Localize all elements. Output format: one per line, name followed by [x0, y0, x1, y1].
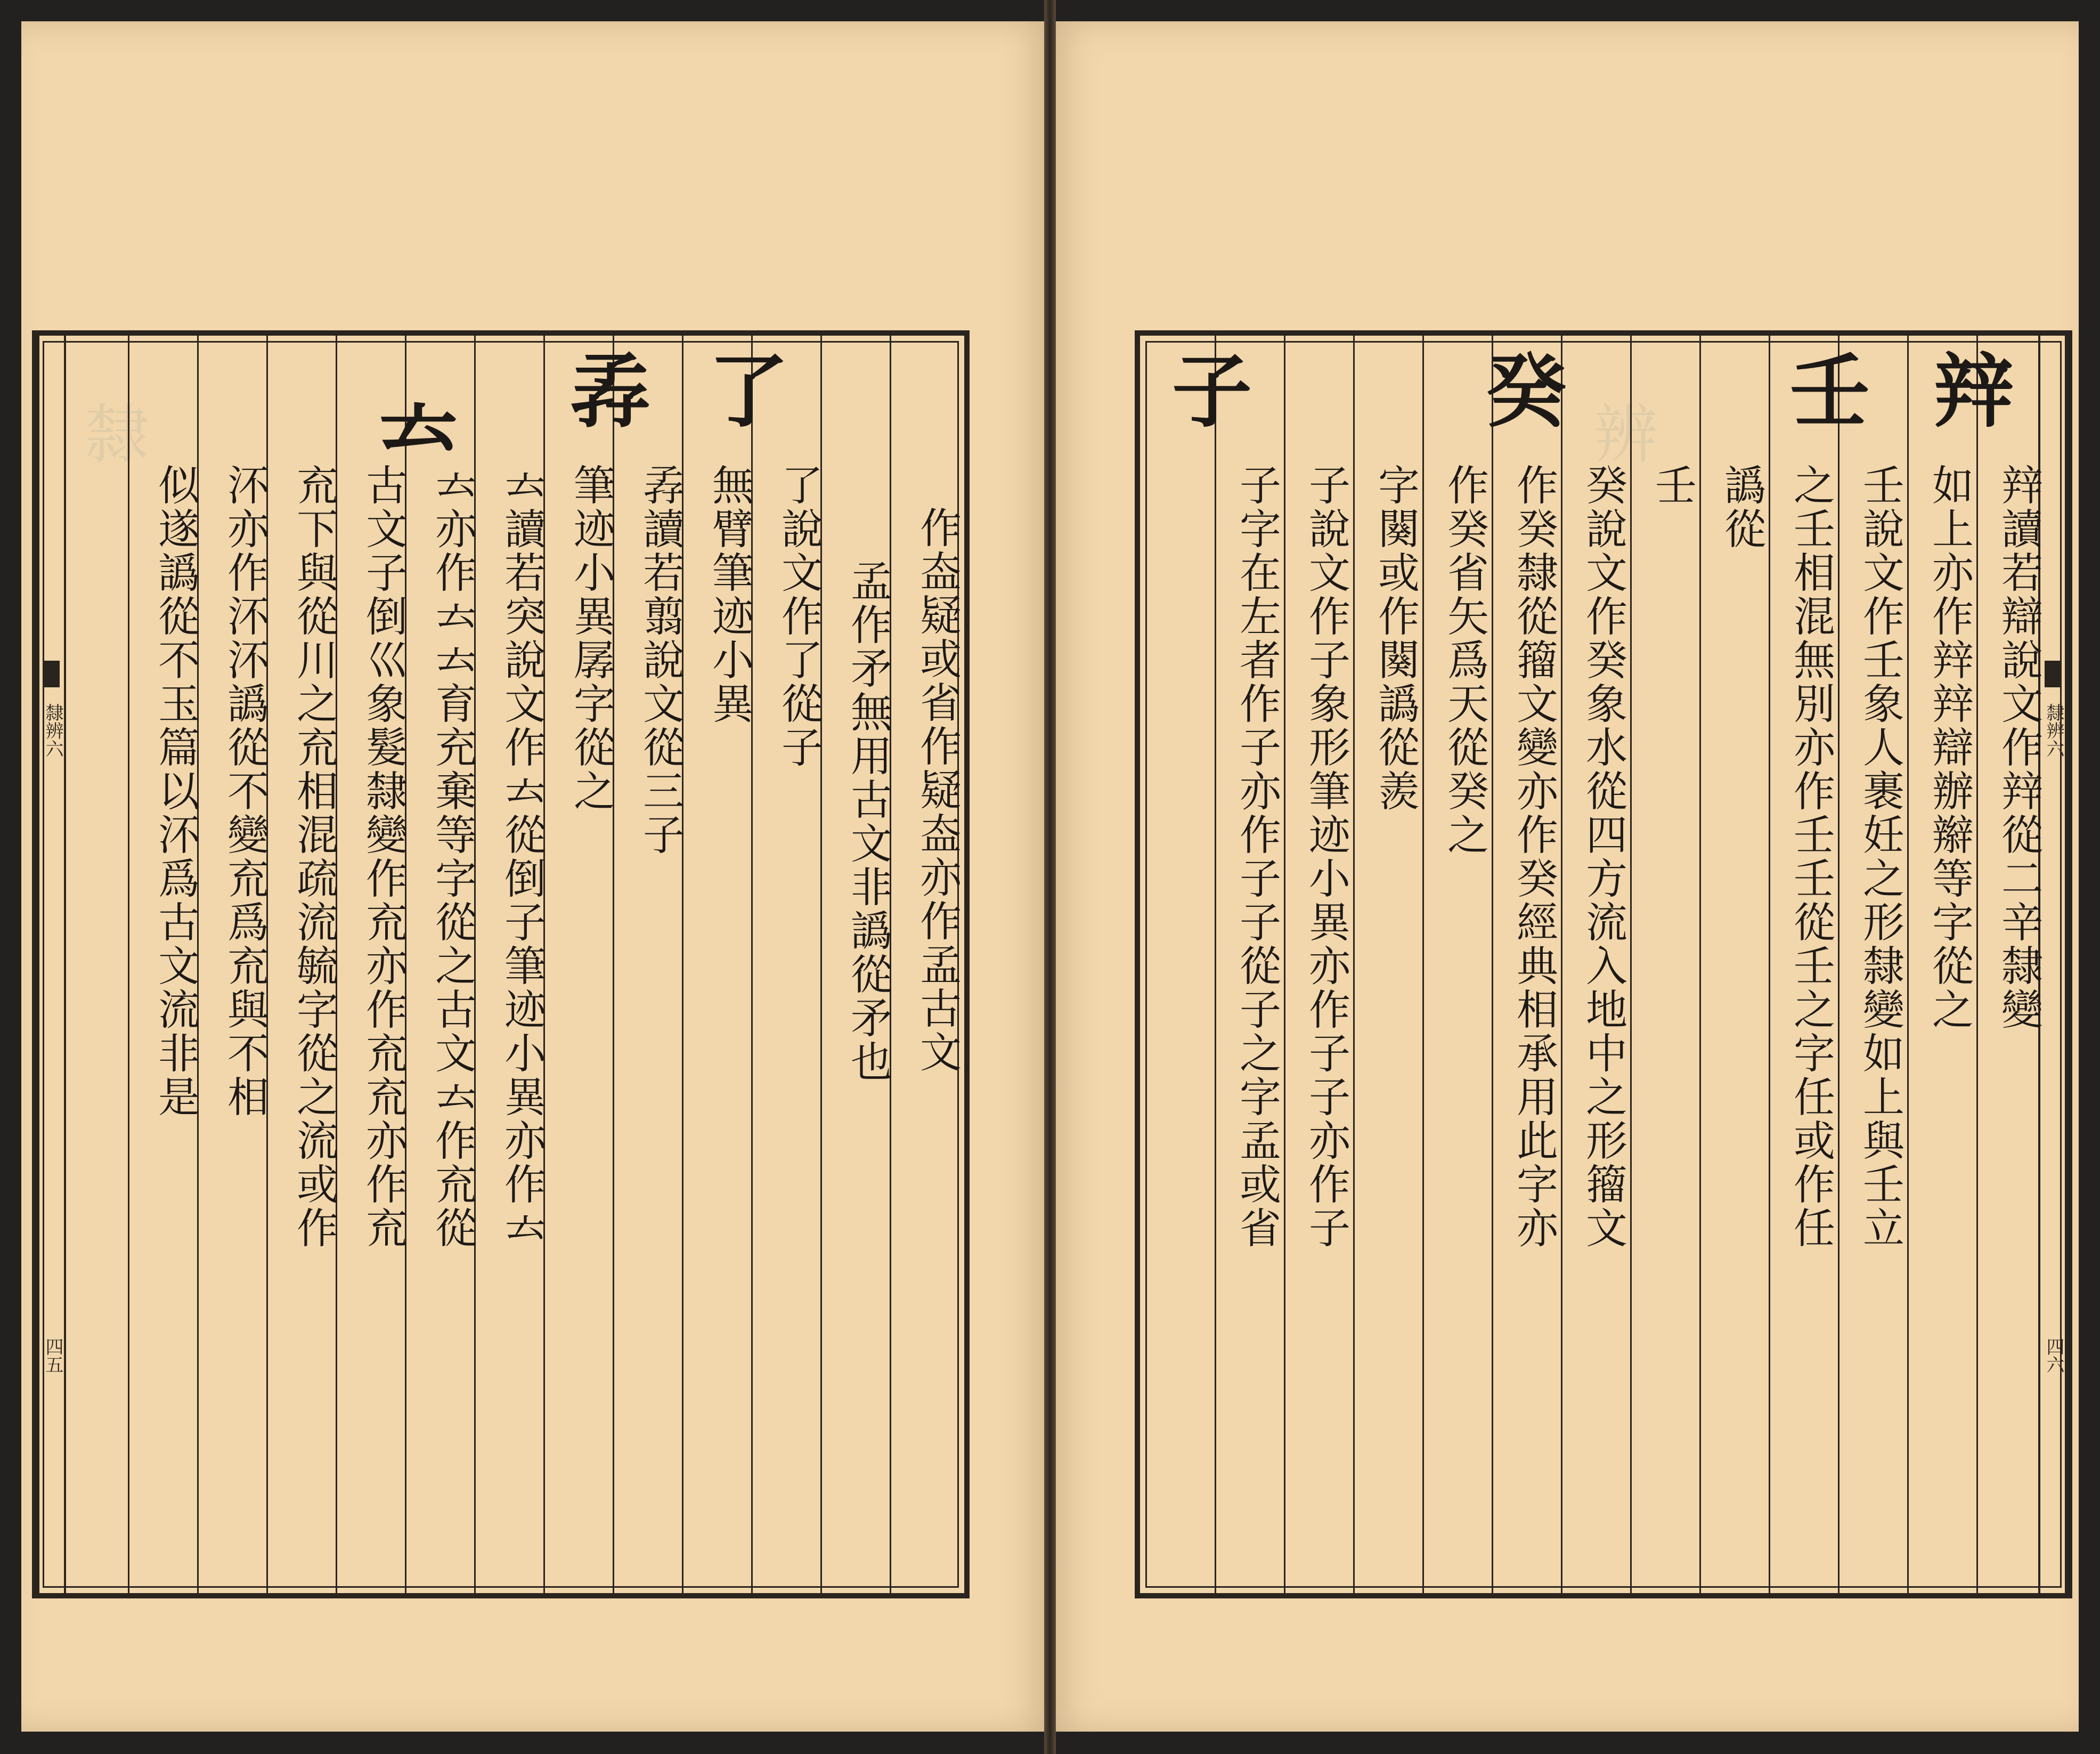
column-rule	[1699, 336, 1701, 1593]
column-rule	[1630, 336, 1632, 1593]
text-column: 作盇疑或省作疑盇亦作孟古文	[913, 506, 961, 1074]
bleed-through: 隸	[85, 398, 149, 472]
headword: 癸	[1486, 345, 1567, 438]
column-rule	[1284, 336, 1285, 1593]
fold-page-number: 四六	[2043, 1337, 2064, 1374]
fishtail-mark	[44, 661, 60, 687]
text-column: 辡讀若辯說文作辡從二辛隸變	[1995, 464, 2042, 1032]
headword: 子	[1172, 345, 1252, 438]
column-rule	[1976, 336, 1978, 1593]
text-column: 無臂筆迹小異	[705, 464, 753, 726]
text-column: 子字在左者作子亦作子子從子之字孟或省	[1233, 464, 1281, 1250]
text-column: 之壬相混無別亦作壬壬從壬之字任或作任	[1787, 464, 1835, 1250]
right-page-frame	[1135, 330, 2072, 1598]
column-rule	[1561, 336, 1562, 1593]
fishtail-mark	[2045, 661, 2061, 687]
column-rule	[1215, 336, 1216, 1593]
fold-page-number: 四五	[42, 1337, 63, 1374]
headword: 辡	[1934, 345, 2014, 438]
text-column: 子說文作子象形筆迹小異亦作子子亦作子	[1302, 464, 1350, 1250]
text-column: 作癸隸從籀文變亦作癸經典相承用此字亦	[1510, 464, 1558, 1250]
bleed-through: 辨	[1594, 398, 1658, 472]
column-rule	[1353, 336, 1355, 1593]
text-column: 似遂譌從不玉篇以㳅爲古文流非是	[151, 464, 199, 1119]
text-column: 㳅亦作㳅㳅譌從不變㐬爲㐬與不相	[221, 464, 268, 1119]
text-column: 如上亦作辡辡辯辦辮等字從之	[1925, 464, 1973, 1032]
text-column: 壬	[1648, 464, 1696, 507]
column-rule	[1769, 336, 1770, 1593]
text-column: 作癸省矢爲天從癸之	[1440, 464, 1488, 857]
text-column: 𠫓亦作𠫓𠫓育充棄等字從之古文𠫓作㐬從	[428, 464, 476, 1250]
text-column: 㐬下與從川之㐬相混疏流毓字從之流或作	[290, 464, 338, 1250]
text-column: 壬說文作壬象人裹妊之形隸變如上與壬立	[1856, 464, 1904, 1250]
column-rule	[1422, 336, 1424, 1593]
column-rule	[128, 336, 129, 1593]
text-column: 古文子倒巛象髮隸變作㐬亦作㐬㐬亦作㐬	[359, 464, 407, 1250]
headword: 𠫓	[378, 382, 459, 476]
text-column: 孟作矛無用古文非譌從矛也	[844, 559, 892, 1084]
column-rule	[1492, 336, 1493, 1593]
text-column: 𠫓讀若突說文作𠫓從倒子筆迹小異亦作𠫓	[498, 464, 546, 1250]
fold-title: 隸辨六	[2043, 703, 2064, 758]
fold-title: 隸辨六	[42, 703, 63, 758]
headword: 孨	[570, 345, 650, 438]
column-rule	[1907, 336, 1909, 1593]
text-column: 字闋或作闋譌從羨	[1371, 464, 1419, 813]
text-column: 譌從	[1718, 464, 1765, 551]
text-column: 筆迹小異孱字從之	[567, 464, 615, 813]
book-gutter	[1044, 0, 1056, 1754]
text-column: 了說文作了從子	[775, 464, 823, 769]
left-fold-column	[37, 336, 66, 1593]
text-column: 癸說文作癸象水從四方流入地中之形籀文	[1579, 464, 1627, 1250]
text-column: 孨讀若翦說文從三子	[636, 464, 684, 857]
left-page-frame	[32, 330, 970, 1598]
headword: 了	[709, 345, 789, 438]
column-rule	[1838, 336, 1839, 1593]
headword: 壬	[1790, 345, 1870, 438]
